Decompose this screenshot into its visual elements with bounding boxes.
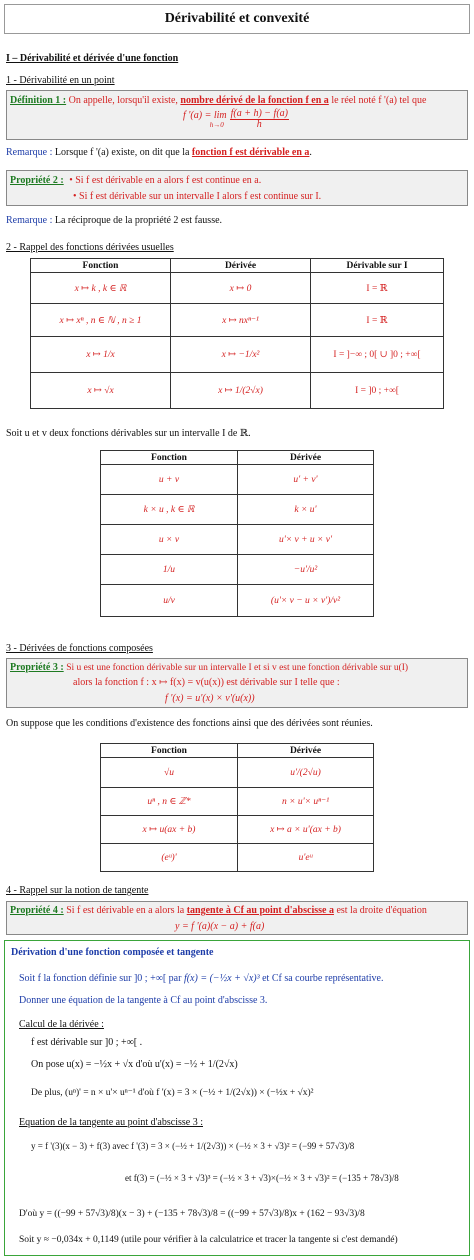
table1-cell: x ↦ √x [31,373,171,409]
table-row [101,585,374,617]
subsection-3-heading: 3 - Dérivées de fonctions composées [6,643,153,654]
subsection-2-heading: 2 - Rappel des fonctions dérivées usuelles [6,242,174,253]
table1-cell: x ↦ 0 [171,273,311,304]
table-row [101,495,374,525]
table1-header-domain: Dérivable sur I [311,259,444,273]
table1-cell: x ↦ nxⁿ⁻¹ [171,304,311,337]
table-row [31,373,444,409]
remark-2 [6,215,222,226]
table-row [31,337,444,373]
page-title [4,4,470,34]
table3-cell: (eᵘ)' [101,844,238,872]
property-4-text-b: tangente à Cf au point d'abscisse a [186,905,334,916]
property-2-box [6,170,468,206]
table1-cell: x ↦ k , k ∈ ℝ [31,273,171,304]
property-3-label: Propriété 3 : [10,662,64,673]
table2-cell: u/v [101,585,238,617]
page-title-text: Dérivabilité et convexité [164,11,310,26]
example-line-2: Donner une équation de la tangente à Cf au point d'abscisse 3. [19,995,268,1006]
table3-cell: x ↦ u(ax + b) [101,816,238,844]
example-title: Dérivation d'une fonction composée et tangente [11,947,214,958]
table-row [101,555,374,585]
table1-cell: I = ]−∞ ; 0[ ∪ ]0 ; +∞[ [311,337,444,373]
operations-derivatives-table [100,450,374,617]
example-line-1-c: et Cf sa courbe représentative. [262,973,384,984]
remark-1-text-c: . [309,147,312,158]
property-2-line-1 [10,175,261,186]
table2-cell: u × v [101,525,238,555]
table2-cell: −u'/u² [238,555,374,585]
table3-cell: u'eᵘ [238,844,374,872]
tangent-line-4 [19,1235,398,1245]
property-4-text-a: Si f est dérivable en a alors la [66,905,185,916]
table2-header-derivative: Dérivée [238,451,374,465]
table-row [101,525,374,555]
soit-text: Soit u et v deux fonctions dérivables sur un intervalle I de ℝ. [6,428,251,439]
example-box [4,940,470,1256]
table1-header-function: Fonction [31,259,171,273]
definition-1-formula [183,109,289,130]
definition-1-box [6,90,468,140]
property-4-text-c: est la droite d'équation [336,905,427,916]
table1-cell: x ↦ xⁿ , n ∈ ℕ , n ≥ 1 [31,304,171,337]
property-3-line-1 [10,662,408,673]
table1-cell: x ↦ −1/x² [171,337,311,373]
table2-cell: u'× v + u × v' [238,525,374,555]
table-row [101,758,374,788]
derivative-calc-3: De plus, (uⁿ)' = n × u'× uⁿ⁻¹ d'où f '(x) = 3 × (−½ + 1/(2√x)) × (−½x + √x)² [31,1088,314,1098]
table3-cell: x ↦ a × u'(ax + b) [238,816,374,844]
subsection-1-heading: 1 - Dérivabilité en un point [6,75,115,86]
table3-cell: √u [101,758,238,788]
table-row [101,465,374,495]
usual-derivatives-table [30,258,444,409]
definition-1-line [10,95,426,106]
formula-lim-sub: h→0 [209,121,224,129]
remark-2-text: La réciproque de la propriété 2 est fausse. [54,215,223,226]
remark-1-text-b: fonction f est dérivable en a [191,147,310,158]
table-row [101,844,374,872]
table2-cell: u' + v' [238,465,374,495]
property-2-text-1: • Si f est dérivable en a alors f est continue en a. [69,175,262,186]
table2-cell: (u'× v − u × v')/v² [238,585,374,617]
remark-2-label: Remarque : [6,215,53,226]
table1-cell: I = ]0 ; +∞[ [311,373,444,409]
definition-1-label: Définition 1 : [10,95,67,106]
example-line-1 [19,973,383,984]
tangent-heading: Equation de la tangente au point d'abscisse 3 : [19,1117,203,1128]
table-row [101,788,374,816]
property-3-text-2: alors la fonction f : x ↦ f(x) = v(u(x)) est dérivable sur I telle que : [73,677,340,688]
table2-header-function: Fonction [101,451,238,465]
table2-cell: k × u' [238,495,374,525]
remark-1-text-a: Lorsque f '(a) existe, on dit que la [54,147,190,158]
table1-cell: x ↦ 1/x [31,337,171,373]
subsection-4-heading: 4 - Rappel sur la notion de tangente [6,885,149,896]
table3-header-derivative: Dérivée [238,744,374,758]
table-row [101,816,374,844]
composite-derivatives-table [100,743,374,872]
derivative-calc-1: f est dérivable sur ]0 ; +∞[ . [31,1037,143,1048]
definition-1-text-c: le réel noté f '(a) tel que [331,95,427,106]
suppose-text: On suppose que les conditions d'existence des fonctions ainsi que des dérivées sont réunies. [6,718,373,729]
formula-lim: f '(a) = lim [183,110,227,121]
property-3-text-1: Si u est une fonction dérivable sur un intervalle I et si v est une fonction dérivable sur u(I) [66,663,409,673]
table-row [31,273,444,304]
table1-cell: x ↦ 1/(2√x) [171,373,311,409]
property-3-box [6,658,468,708]
table1-cell: I = ℝ [311,273,444,304]
table2-cell: k × u , k ∈ ℝ [101,495,238,525]
definition-1-text-b: nombre dérivé de la fonction f en a [180,95,329,106]
table3-cell: uⁿ , n ∈ ℤ* [101,788,238,816]
section-1-heading: I – Dérivabilité et dérivée d'une fonction [6,53,179,64]
definition-1-text-a: On appelle, lorsqu'il existe, [68,95,178,106]
tangent-line-2: et f(3) = (−½ × 3 + √3)³ = (−½ × 3 + √3)×(−½ × 3 + √3)² = (−135 + 78√3)/8 [125,1173,399,1183]
example-line-1-a: Soit f la fonction définie sur ]0 ; +∞[ par [19,973,182,984]
formula-numerator: f(a + h) − f(a) [230,108,288,119]
remark-1-label: Remarque : [6,147,53,158]
table2-cell: 1/u [101,555,238,585]
tangent-line-4-b: (utile pour vérifier à la calculatrice et tracer la tangente si c'est demandé) [121,1235,398,1245]
tangent-line-1: y = f '(3)(x − 3) + f(3) avec f '(3) = 3 × (−½ + 1/(2√3)) × (−½ × 3 + √3)² = (−99 + 57√3)/8 [31,1141,355,1151]
property-3-text-3: f '(x) = u'(x) × v'(u(x)) [165,693,255,704]
property-2-text-2: • Si f est dérivable sur un intervalle I alors f est continue sur I. [73,191,322,202]
table3-cell: n × u'× uⁿ⁻¹ [238,788,374,816]
table3-header-function: Fonction [101,744,238,758]
property-2-label: Propriété 2 : [10,175,64,186]
property-4-line-1 [10,905,427,916]
formula-denominator: h [256,119,262,130]
table3-cell: u'/(2√u) [238,758,374,788]
property-4-box [6,901,468,935]
example-line-1-b: f(x) = (−½x + √x)³ [183,973,260,984]
derivative-calc-2: On pose u(x) = −½x + √x d'où u'(x) = −½ + 1/(2√x) [31,1059,238,1070]
tangent-line-4-a: Soit y ≈ −0,034x + 0,1149 [19,1235,119,1245]
table1-header-derivative: Dérivée [171,259,311,273]
table2-cell: u + v [101,465,238,495]
property-4-text-2: y = f '(a)(x − a) + f(a) [175,921,265,932]
table-row [31,304,444,337]
property-4-label: Propriété 4 : [10,905,64,916]
remark-1 [6,147,312,158]
derivative-calc-heading: Calcul de la dérivée : [19,1019,104,1030]
table1-cell: I = ℝ [311,304,444,337]
tangent-line-3: D'où y = ((−99 + 57√3)/8)(x − 3) + (−135 + 78√3)/8 = ((−99 + 57√3)/8)x + (162 − 93√3)/8 [19,1209,365,1219]
